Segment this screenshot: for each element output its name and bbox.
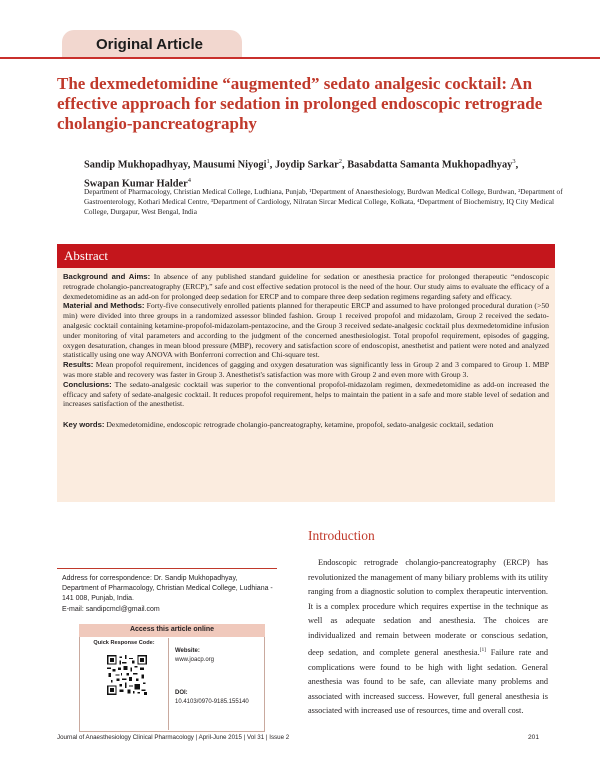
article-title: The dexmedetomidine “augmented” sedato analgesic cocktail: An effective approach for sedation in prolonged endoscopic retrograde cholangio-pancreatography	[57, 74, 543, 133]
header-rule	[0, 57, 600, 59]
correspondence-label: Address for correspondence:	[62, 575, 152, 582]
abstract-heading: Abstract	[64, 248, 109, 263]
author-affiliation-mark: 2	[338, 158, 343, 165]
introduction-text: Endoscopic retrograde cholangio-pancreatography (ERCP) has revolutionized the management of many biliary problems with its utility ranging from a diagnostic solution to complex therapeutic intervention. It is a complex procedure which requires expertise in the technique as well as adequate sedation and anesthesia. The choices are individualized and remain between moderate or conscious sedation, deep sedation, and complete general anesthesia.	[308, 558, 548, 658]
author-name: Joydip Sarkar	[274, 159, 339, 171]
conclusions-text: The sedato-analgesic cocktail was superior to the conventional propofol-midazolam regimen, dexmedetomidine as add-on increased the efficacy and safety of sedate-analgesic cocktail. It reduces propofol requirement, helps to maintain the patient in a safe and more stable level of sedation and increases satisfaction of the anesthetist.	[63, 379, 549, 409]
citation-ref[interactable]: [1]	[479, 647, 487, 654]
author-affiliation-mark: 1	[266, 158, 270, 165]
results-text: Mean propofol requirement, incidences of gagging and oxygen desaturation was significantly less in Group 2 and 3 compared to Group 1. MBP was more stable and recovery was faster in Group 3. Anesthetist's satisfaction was more with Group 2 and even more with Group 3.	[63, 360, 550, 379]
journal-footer: Journal of Anaesthesiology Clinical Pharmacology | April-June 2015 | Vol 31 | Issue 2	[57, 734, 290, 741]
correspondence-email[interactable]: E-mail: sandipcmcl@gmail.com	[62, 605, 160, 613]
introduction-heading: Introduction	[308, 528, 375, 543]
correspondence-name: Dr. Sandip Mukhopadhyay,	[153, 575, 238, 582]
abstract-methods	[63, 301, 549, 360]
abstract-body	[63, 272, 549, 430]
access-online-title: Access this article online	[129, 626, 215, 633]
conclusions-label: Conclusions:	[63, 379, 112, 389]
abstract-header-bar	[57, 244, 555, 268]
author-name: Swapan Kumar Halder	[84, 178, 188, 190]
correspondence-block	[62, 574, 282, 615]
correspondence-address: Department of Pharmacology, Christian Medical College, Ludhiana - 141 008, Punjab, India.	[62, 585, 273, 603]
introduction-paragraph	[308, 556, 548, 719]
background-label: Background and Aims:	[63, 272, 151, 281]
article-type-label: Original Article	[96, 36, 203, 53]
affiliations: Department of Pharmacology, Christian Medical College, Ludhiana, Punjab, ¹Department of Anaesthesiology, Burdwan Medical College, Burdwan, ²Department of Gastroenterology, Kothari Medical Centre, ³Department of Cardiology, Nilratan Sircar Medical College, Kolkata, ⁴Department of Biochemistry, IQ City Medical College, Durgapur, West Bengal, India	[84, 187, 563, 216]
results-label: Results:	[63, 360, 94, 370]
author-affiliation-mark: 3	[512, 158, 516, 165]
background-text: In absence of any published standard guideline for sedation or anesthesia practice for prolonged therapeutic “endoscopic retrograde cholangio-pancreatography (ERCP),” safe and cost effective sedation protocol is the need of the hour. Our study aims to evaluate the efficacy of a dexmedetomidine as an add-on for prolonged deep sedation for ERCP and to compare three deep sedation regimens regarding safety and efficacy.	[63, 272, 549, 301]
doi-value[interactable]: 10.4103/0970-9185.155140	[175, 699, 249, 705]
abstract-conclusions	[63, 380, 549, 409]
introduction-body	[308, 556, 548, 719]
page-number: 201	[528, 734, 540, 741]
qr-label: Quick Response Code:	[93, 640, 155, 646]
doi-label: DOI:	[175, 690, 188, 696]
abstract-background	[63, 272, 549, 301]
author-name: Sandip Mukhopadhyay	[84, 159, 188, 171]
methods-text: Forty-five consecutively enrolled patients planned for therapeutic ERCP and assumed to have prolonged procedural duration (>50 min) were divided into three groups in a randomized assessor blinded fashion. Group 1 received propofol and midazolam, Group 2 received the sedato-analgesic cocktail containing ketamine-propofol-midazolam-pentazocine, and the Group 3 received sedate-analgesic cocktail plus dexmedetomidine infusion under monitoring of vital parameters and according to the judgment of the concerned anesthesiologist. Total propofol requirement, episodes of gagging, oxygen desaturation, changes in mean blood pressure (MBP), recovery and satisfaction score of endoscopist, anesthetist and patient were noted and analyzed statistically using one way ANOVA with Bonferroni correction and Chi-square test.	[63, 301, 550, 360]
author-list: Sandip Mukhopadhyay, Mausumi Niyogi$^1$, Joydip Sarkar$^2$, Basabdatta Samanta Mukhopadhyay$^3$, Swapan Kumar Halder$^4$	[84, 158, 519, 190]
author-affiliation-mark: 4	[187, 177, 191, 185]
author-name: Mausumi Niyogi	[192, 159, 267, 171]
website-link[interactable]: www.joacp.org	[175, 657, 215, 663]
keywords-text: Dexmedetomidine, endoscopic retrograde cholangio-pancreatography, ketamine, propofol, sedato-analgesic cocktail, sedation	[106, 420, 494, 430]
author-name: Basabdatta Samanta Mukhopadhyay	[347, 159, 513, 171]
abstract-keywords	[63, 420, 549, 430]
qr-code-icon[interactable]	[107, 655, 147, 700]
methods-label: Material and Methods:	[63, 301, 145, 311]
introduction-text-cont: Failure rate and complications were found to be high with light sedation. General anesthesia was found to be safe, can alleviate many problems and associated with increased success. However, full general anesthesia is associated with increased use of resources, time and overall cost.	[308, 648, 548, 716]
keywords-label: Key words:	[63, 420, 105, 430]
abstract-results	[63, 360, 549, 380]
correspondence-rule	[57, 568, 277, 569]
website-label: Website:	[175, 648, 200, 654]
